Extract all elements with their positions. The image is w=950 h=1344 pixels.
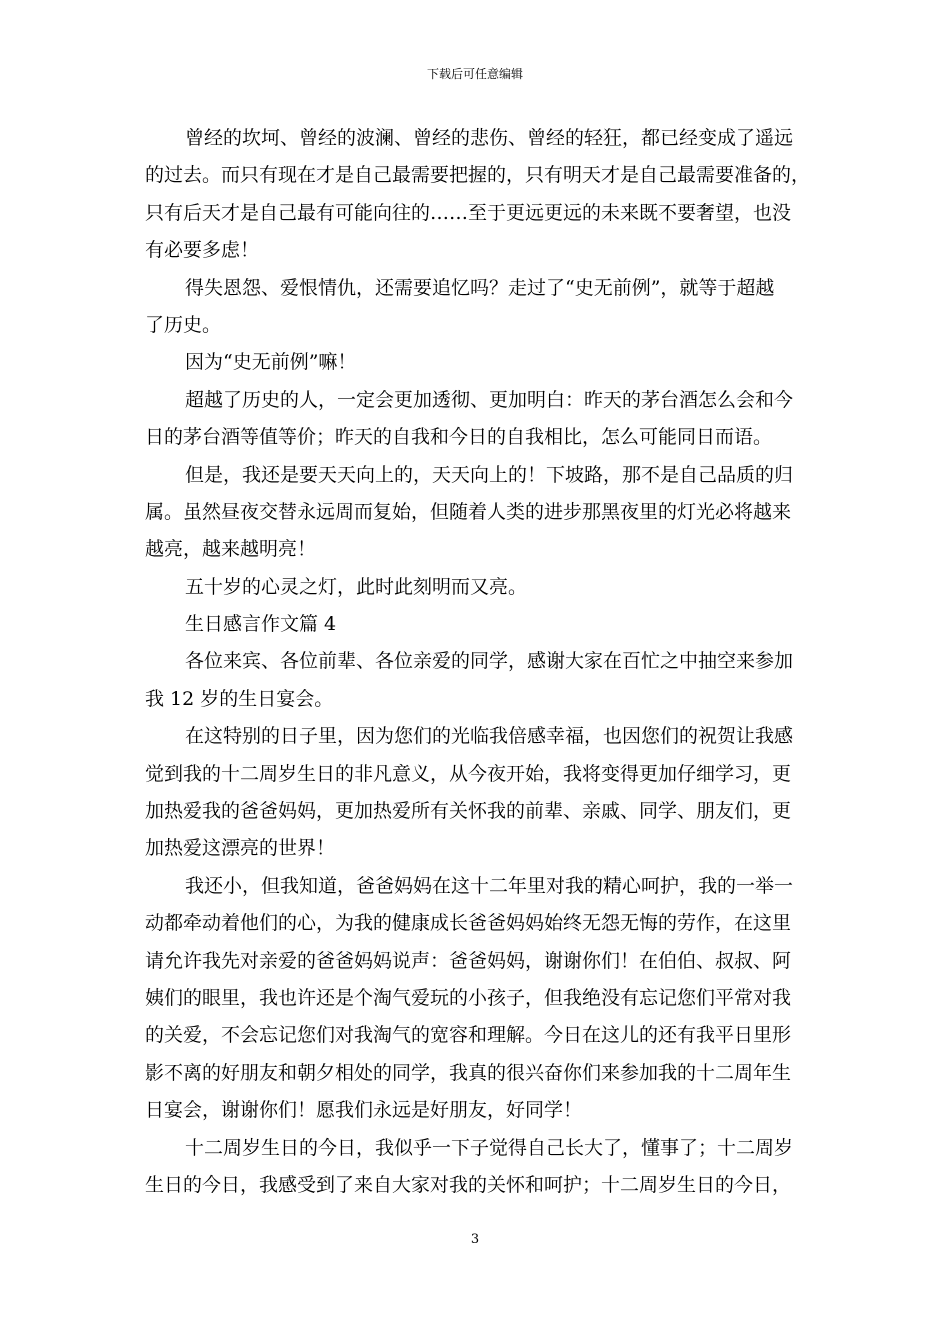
text-line: 影不离的好朋友和朝夕相处的同学，我真的很兴奋你们来参加我的十二周年生: [145, 1061, 792, 1084]
text-line: 觉到我的十二周岁生日的非凡意义，从今夜开始，我将变得更加仔细学习，更: [145, 762, 792, 785]
page-number: 3: [470, 1232, 480, 1247]
text-line: 的关爱，不会忘记您们对我淘气的宽容和理解。今日在这儿的还有我平日里形: [145, 1024, 792, 1047]
text-line: 属。虽然昼夜交替永远周而复始，但随着人类的进步那黑夜里的灯光必将越来: [145, 500, 792, 523]
text-line: 我 12 岁的生日宴会。: [145, 687, 334, 710]
text-line: 我还小，但我知道，爸爸妈妈在这十二年里对我的精心呵护，我的一举一: [185, 874, 794, 897]
text-line: 曾经的坎坷、曾经的波澜、曾经的悲伤、曾经的轻狂，都已经变成了遥远: [185, 127, 794, 149]
text-line: 有必要多虑！: [145, 239, 260, 262]
text-line: 日宴会，谢谢你们！愿我们永远是好朋友，好同学！: [145, 1099, 583, 1122]
text-line: 加热爱这漂亮的世界！: [145, 837, 336, 860]
text-line: 请允许我先对亲爱的爸爸妈妈说声：爸爸妈妈，谢谢你们！在伯伯、叔叔、阿: [145, 949, 792, 972]
text-line: 动都牵动着他们的心，为我的健康成长爸爸妈妈始终无怨无悔的劳作，在这里: [145, 912, 792, 935]
text-line: 十二周岁生日的今日，我似乎一下子觉得自己长大了，懂事了；十二周岁: [185, 1136, 794, 1159]
text-line: 各位来宾、各位前辈、各位亲爱的同学，感谢大家在百忙之中抽空来参加: [185, 650, 794, 673]
text-line: 姨们的眼里，我也许还是个淘气爱玩的小孩子，但我绝没有忘记您们平常对我: [145, 986, 792, 1009]
text-line: 越亮，越来越明亮！: [145, 538, 317, 561]
text-line: 的过去。而只有现在才是自己最需要把握的，只有明天才是自己最需要准备的，: [145, 164, 811, 187]
text-line: 日的茅台酒等值等价；昨天的自我和今日的自我相比，怎么可能同日而语。: [145, 426, 773, 449]
section-heading: 生日感言作文篇 4: [185, 613, 337, 636]
text-line: 在这特别的日子里，因为您们的光临我倍感幸福，也因您们的祝贺让我感: [185, 725, 794, 748]
text-line: 但是，我还是要天天向上的，天天向上的！下坡路，那不是自己品质的归: [185, 463, 794, 486]
text-line: 只有后天才是自己最有可能向往的……至于更远更远的未来既不要奢望，也没: [145, 201, 792, 224]
text-line: 因为“史无前例”嘛！: [185, 351, 357, 374]
text-line: 了历史。: [145, 313, 222, 336]
text-line: 五十岁的心灵之灯，此时此刻明而又亮。: [185, 575, 528, 598]
text-line: 加热爱我的爸爸妈妈，更加热爱所有关怀我的前辈、亲戚、同学、朋友们，更: [145, 800, 792, 823]
text-line: 超越了历史的人，一定会更加透彻、更加明白：昨天的茅台酒怎么会和今: [185, 388, 794, 411]
text-line: 得失恩怨、爱恨情仇，还需要追忆吗？走过了“史无前例”，就等于超越: [185, 276, 775, 299]
page-header: 下载后可任意编辑: [426, 67, 523, 81]
document-body: [145, 120, 810, 1204]
text-line: 生日的今日，我感受到了来自大家对我的关怀和呵护；十二周岁生日的今日，: [145, 1173, 792, 1196]
